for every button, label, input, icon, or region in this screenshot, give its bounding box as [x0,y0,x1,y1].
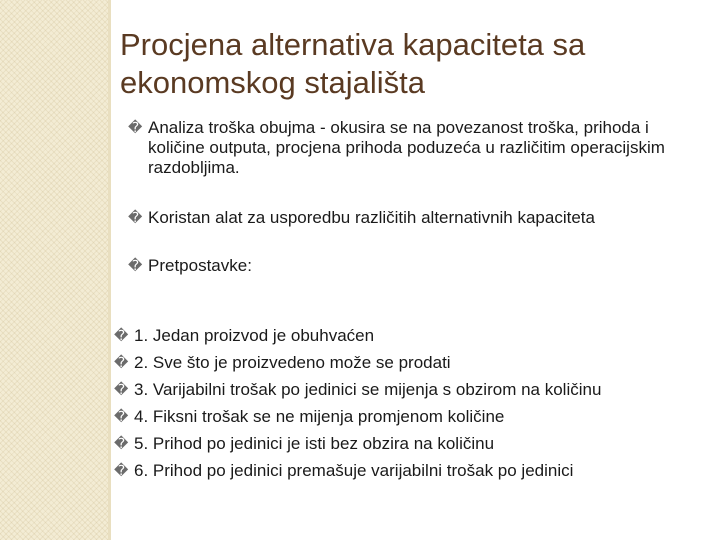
list-item [114,434,704,454]
bullet-icon: � [114,382,129,398]
list-item-text: Pretpostavke: [148,256,252,275]
bullet-icon: � [114,355,129,371]
bullet-icon: � [114,409,129,425]
list-item [114,380,704,400]
list-item-text: Koristan alat za usporedbu različitih alternativnih kapaciteta [148,208,595,227]
bullet-icon: � [128,210,143,226]
bullet-icon: � [114,463,129,479]
slide-title [120,26,700,102]
bullet-icon: � [114,328,129,344]
list-item-text: 5. Prihod po jedinici je isti bez obzira na količinu [134,434,495,453]
slide-title-line-1: Procjena alternativa kapaciteta sa [120,27,586,62]
list-item [114,407,704,427]
list-item [114,326,704,346]
list-item-text: 6. Prihod po jedinici premašuje varijabilni trošak po jedinici [134,461,574,480]
main-bullet-list [128,118,698,304]
list-item [128,256,698,276]
list-item [114,353,704,373]
list-item [128,118,698,178]
list-item-text: 1. Jedan proizvod je obuhvaćen [134,326,375,345]
list-item-text: Analiza troška obujma - okusira se na povezanost troška, prihoda i količine outputa, procjena prihoda poduzeća u različitim operacijskim razdobljima. [148,118,665,177]
list-item-text: 2. Sve što je proizvedeno može se prodati [134,353,451,372]
decorative-divider [108,0,111,540]
bullet-icon: � [128,120,143,136]
assumptions-list [114,326,704,488]
list-item [128,208,698,228]
slide-title-line-2: ekonomskog stajališta [120,65,425,100]
decorative-side-strip [0,0,108,540]
list-item-text: 3. Varijabilni trošak po jedinici se mijenja s obzirom na količinu [134,380,602,399]
bullet-icon: � [128,258,143,274]
list-item-text: 4. Fiksni trošak se ne mijenja promjenom količine [134,407,505,426]
list-item [114,461,704,481]
bullet-icon: � [114,436,129,452]
